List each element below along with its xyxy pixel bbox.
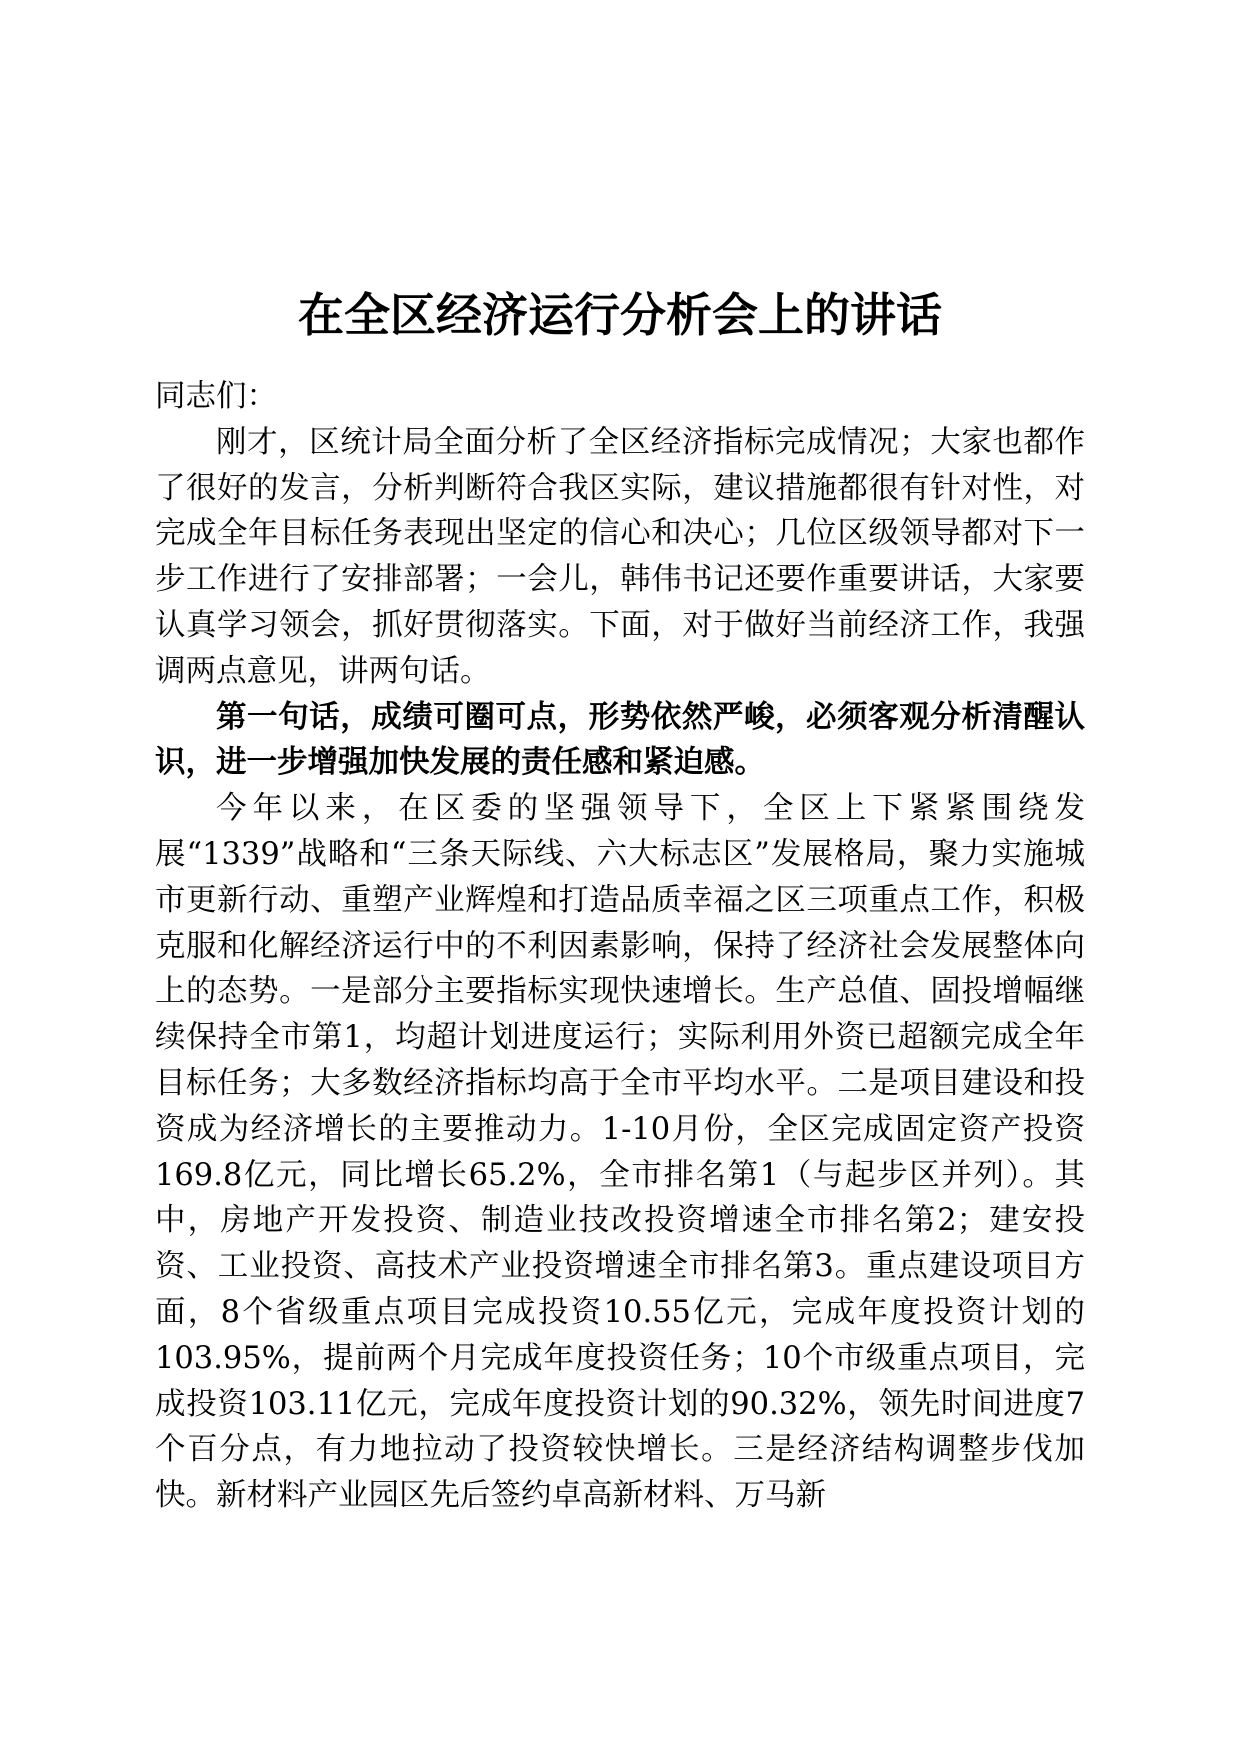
paragraph-achievements: 今年以来，在区委的坚强领导下，全区上下紧紧围绕发展“1339”战略和“三条天际线、六大标志区”发展格局，聚力实施城市更新行动、重塑产业辉煌和打造品质幸福之区三项重点工作，积极克服和化解经济运行中的不利因素影响，保持了经济社会发展整体向上的态势。一是部分主要指标实现快速增长。生产总值、固投增幅继续保持全市第1，均超计划进度运行；实际利用外资已超额完成全年目标任务；大多数经济指标均高于全市平均水平。二是项目建设和投资成为经济增长的主要推动力。1-10月份，全区完成固定资产投资169.8亿元，同比增长65.2%，全市排名第1（与起步区并列）。其中，房地产开发投资、制造业技改投资增速全市排名第2；建安投资、工业投资、高技术产业投资增速全市排名第3。重点建设项目方面，8个省级重点项目完成投资10.55亿元，完成年度投资计划的103.95%，提前两个月完成年度投资任务；10个市级重点项目，完成投资103.11亿元，完成年度投资计划的90.32%，领先时间进度7个百分点，有力地拉动了投资较快增长。三是经济结构调整步伐加快。新材料产业园区先后签约卓高新材料、万马新 bbox=[155, 791, 1085, 1514]
section-heading-first-point: 第一句话，成绩可圈可点，形势依然严峻，必须客观分析清醒认识，进一步增强加快发展的责任感和紧迫感。 bbox=[155, 698, 1085, 781]
paragraph-opening: 刚才，区统计局全面分析了全区经济指标完成情况；大家也都作了很好的发言，分析判断符合我区实际，建议措施都很有针对性，对完成全年目标任务表现出坚定的信心和决心；几位区级领导都对下一步工作进行了安排部署；一会儿，韩伟书记还要作重要讲话，大家要认真学习领会，抓好贯彻落实。下面，对于做好当前经济工作，我强调两点意见，讲两句话。 bbox=[155, 424, 1085, 689]
document-title: 在全区经济运行分析会上的讲话 bbox=[298, 287, 942, 342]
salutation: 同志们： bbox=[155, 379, 277, 414]
document-body bbox=[155, 374, 1085, 1519]
